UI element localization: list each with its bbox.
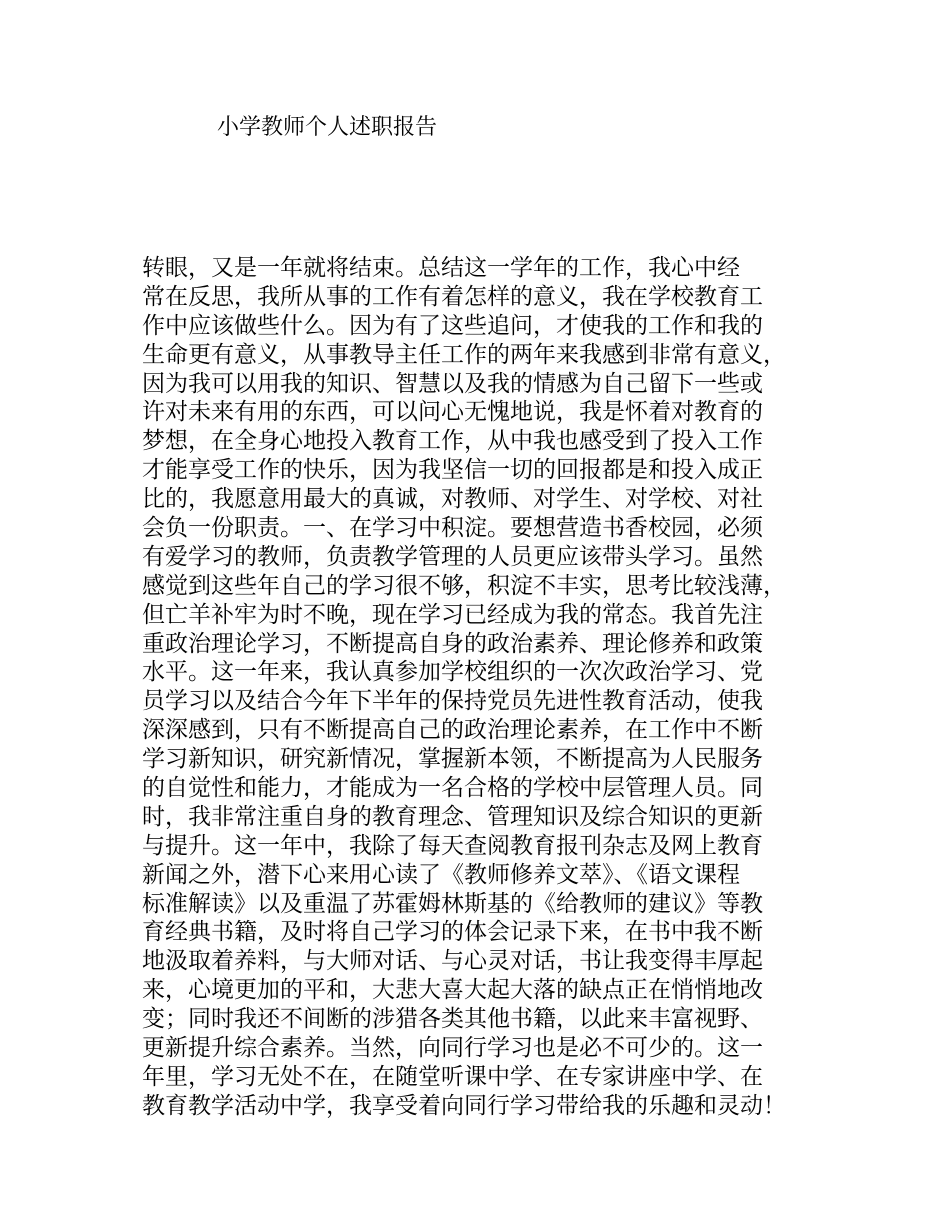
- body-line: 与提升。这一年中，我除了每天查阅教育报刊杂志及网上教育: [142, 832, 763, 859]
- body-line: 但亡羊补牢为时不晚，现在学习已经成为我的常态。我首先注: [142, 601, 763, 628]
- body-line: 来，心境更加的平和，大悲大喜大起大落的缺点正在悄悄地改: [142, 977, 763, 1004]
- body-line: 才能享受工作的快乐，因为我坚信一切的回报都是和投入成正: [142, 457, 763, 484]
- body-line: 感觉到这些年自己的学习很不够，积淀不丰实，思考比较浅薄，: [142, 572, 786, 599]
- body-line: 常在反思，我所从事的工作有着怎样的意义，我在学校教育工: [142, 283, 763, 310]
- body-line: 学习新知识，研究新情况，掌握新本领，不断提高为人民服务: [142, 746, 763, 773]
- body-line: 时，我非常注重自身的教育理念、管理知识及综合知识的更新: [142, 803, 763, 830]
- body-line: 新闻之外，潜下心来用心读了《教师修养文萃》、《语文课程: [142, 861, 740, 888]
- body-line: 的自觉性和能力，才能成为一名合格的学校中层管理人员。同: [142, 775, 763, 802]
- body-line: 梦想，在全身心地投入教育工作，从中我也感受到了投入工作: [142, 428, 763, 455]
- document-title: 小学教师个人述职报告: [217, 115, 438, 140]
- body-line: 水平。这一年来，我认真参加学校组织的一次次政治学习、党: [142, 659, 763, 686]
- body-line: 年里，学习无处不在，在随堂听课中学、在专家讲座中学、在: [142, 1063, 763, 1090]
- body-line: 教育教学活动中学，我享受着向同行学习带给我的乐趣和灵动！: [142, 1092, 786, 1119]
- body-line: 许对未来有用的东西，可以问心无愧地说，我是怀着对教育的: [142, 399, 763, 426]
- body-line: 地汲取着养料，与大师对话、与心灵对话，书让我变得丰厚起: [142, 948, 763, 975]
- body-line: 转眼，又是一年就将结束。总结这一学年的工作，我心中经: [142, 255, 740, 281]
- body-line: 育经典书籍，及时将自己学习的体会记录下来，在书中我不断: [142, 919, 763, 946]
- body-line: 重政治理论学习，不断提高自身的政治素养、理论修养和政策: [142, 630, 763, 657]
- body-line: 员学习以及结合今年下半年的保持党员先进性教育活动，使我: [142, 688, 763, 715]
- body-line: 比的，我愿意用最大的真诚，对教师、对学生、对学校、对社: [142, 486, 763, 513]
- body-line: 生命更有意义，从事教导主任工作的两年来我感到非常有意义，: [142, 341, 786, 368]
- body-line: 有爱学习的教师，负责教学管理的人员更应该带头学习。虽然: [142, 543, 763, 570]
- body-line: 更新提升综合素养。当然，向同行学习也是必不可少的。这一: [142, 1035, 763, 1062]
- body-line: 变；同时我还不间断的涉猎各类其他书籍，以此来丰富视野、: [142, 1006, 763, 1033]
- body-line: 会负一份职责。一、在学习中积淀。要想营造书香校园，必须: [142, 515, 763, 542]
- document-body: [142, 254, 842, 1121]
- body-line: 因为我可以用我的知识、智慧以及我的情感为自己留下一些或: [142, 370, 763, 397]
- body-line: 作中应该做些什么。因为有了这些追问，才使我的工作和我的: [142, 312, 763, 339]
- body-line: 深深感到，只有不断提高自己的政治理论素养，在工作中不断: [142, 717, 763, 744]
- body-line: 标准解读》以及重温了苏霍姆林斯基的《给教师的建议》等教: [142, 890, 763, 917]
